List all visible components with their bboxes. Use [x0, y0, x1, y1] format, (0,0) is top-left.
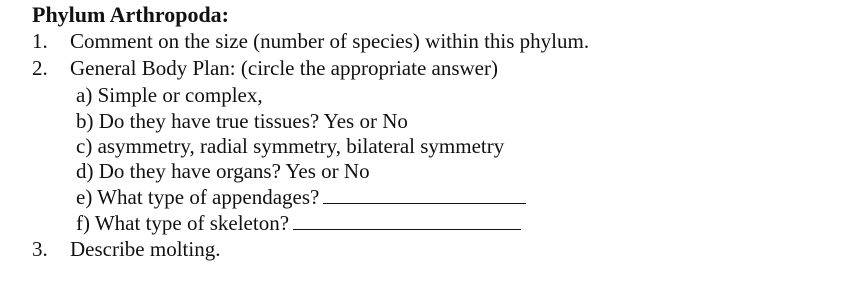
subitem-text: e) What type of appendages?	[76, 185, 320, 209]
question-number: 2.	[32, 56, 48, 80]
section-title: Phylum Arthropoda:	[32, 2, 230, 27]
question-text: General Body Plan: (circle the appropriate answer)	[70, 56, 498, 80]
subitem-e	[76, 183, 526, 210]
question-text: Comment on the size (number of species) within this phylum.	[70, 29, 590, 53]
question-2	[32, 55, 498, 81]
question-1	[32, 28, 589, 54]
question-number: 3.	[32, 237, 48, 261]
subitem-d: d) Do they have organs? Yes or No	[76, 159, 370, 183]
answer-blank[interactable]	[323, 183, 526, 204]
question-text: Describe molting.	[70, 237, 221, 261]
subitem-text: f) What type of skeleton?	[76, 211, 290, 235]
subitem-c: c) asymmetry, radial symmetry, bilateral symmetry	[76, 134, 505, 158]
question-3	[32, 236, 220, 262]
answer-blank[interactable]	[293, 209, 521, 230]
subitem-a: a) Simple or complex,	[76, 83, 263, 107]
question-number: 1.	[32, 29, 48, 53]
subitem-b: b) Do they have true tissues? Yes or No	[76, 109, 408, 133]
subitem-f	[76, 209, 521, 236]
